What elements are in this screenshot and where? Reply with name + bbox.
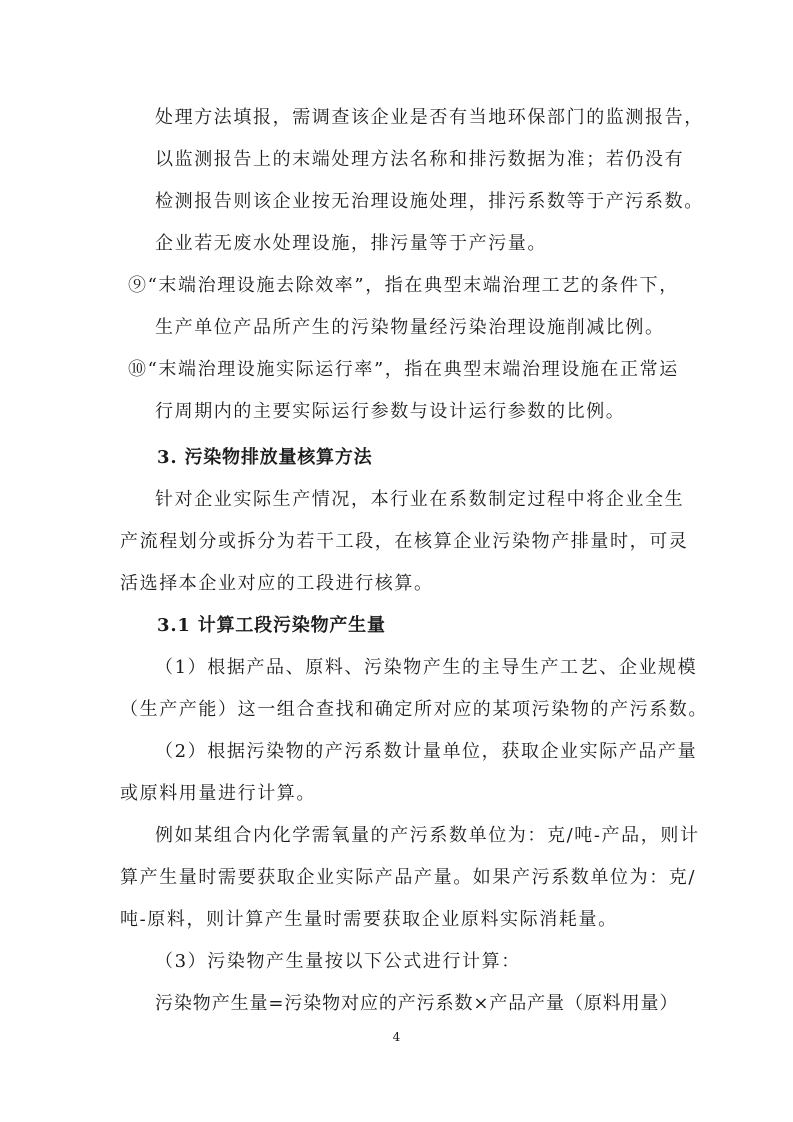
list-item-9-line: 生产单位产品所产生的污染物量经污染治理设施削减比例。 [155,317,665,338]
paragraph-line: 例如某组合内化学需氧量的产污系数单位为：克/吨-产品，则计 [155,825,700,846]
text-line: 企业若无废水处理设施，排污量等于产污量。 [155,233,547,254]
text-line: 检测报告则该企业按无治理设施处理，排污系数等于产污系数。 [155,191,704,212]
paragraph-line: （1）根据产品、原料、污染物产生的主导生产工艺、企业规模 [155,657,698,678]
text-line: 以监测报告上的末端处理方法名称和排污数据为准；若仍没有 [155,149,685,170]
paragraph-line: 或原料用量进行计算。 [120,783,316,804]
paragraph-line: 吨-原料，则计算产生量时需要获取企业原料实际消耗量。 [120,909,618,930]
paragraph-line: 算产生量时需要获取企业实际产品产量。如果产污系数单位为：克/ [120,867,697,888]
paragraph-line: 活选择本企业对应的工段进行核算。 [120,573,434,594]
list-item-9-line: ⑨“末端治理设施去除效率”，指在典型末端治理工艺的条件下， [128,275,679,296]
section-3-1-heading: 3.1 计算工段污染物产生量 [157,615,386,636]
list-item-10-line: 行周期内的主要实际运行参数与设计运行参数的比例。 [155,401,626,422]
paragraph-line: 针对企业实际生产情况，本行业在系数制定过程中将企业全生 [155,489,685,510]
formula-line: 污染物产生量=污染物对应的产污系数×产品产量（原料用量） [155,993,679,1014]
text-line: 处理方法填报，需调查该企业是否有当地环保部门的监测报告， [155,107,704,128]
paragraph-line: （生产产能）这一组合查找和确定所对应的某项污染物的产污系数。 [120,699,708,720]
page-number: 4 [392,1030,401,1044]
section-3-heading: 3. 污染物排放量核算方法 [157,447,373,468]
paragraph-line: （2）根据污染物的产污系数计量单位，获取企业实际产品产量 [155,741,698,762]
paragraph-line: （3）污染物产生量按以下公式进行计算： [155,951,521,972]
paragraph-line: 产流程划分或拆分为若干工段，在核算企业污染物产排量时，可灵 [120,531,689,552]
list-item-10-line: ⑩“末端治理设施实际运行率”，指在典型末端治理设施在正常运 [128,359,679,380]
